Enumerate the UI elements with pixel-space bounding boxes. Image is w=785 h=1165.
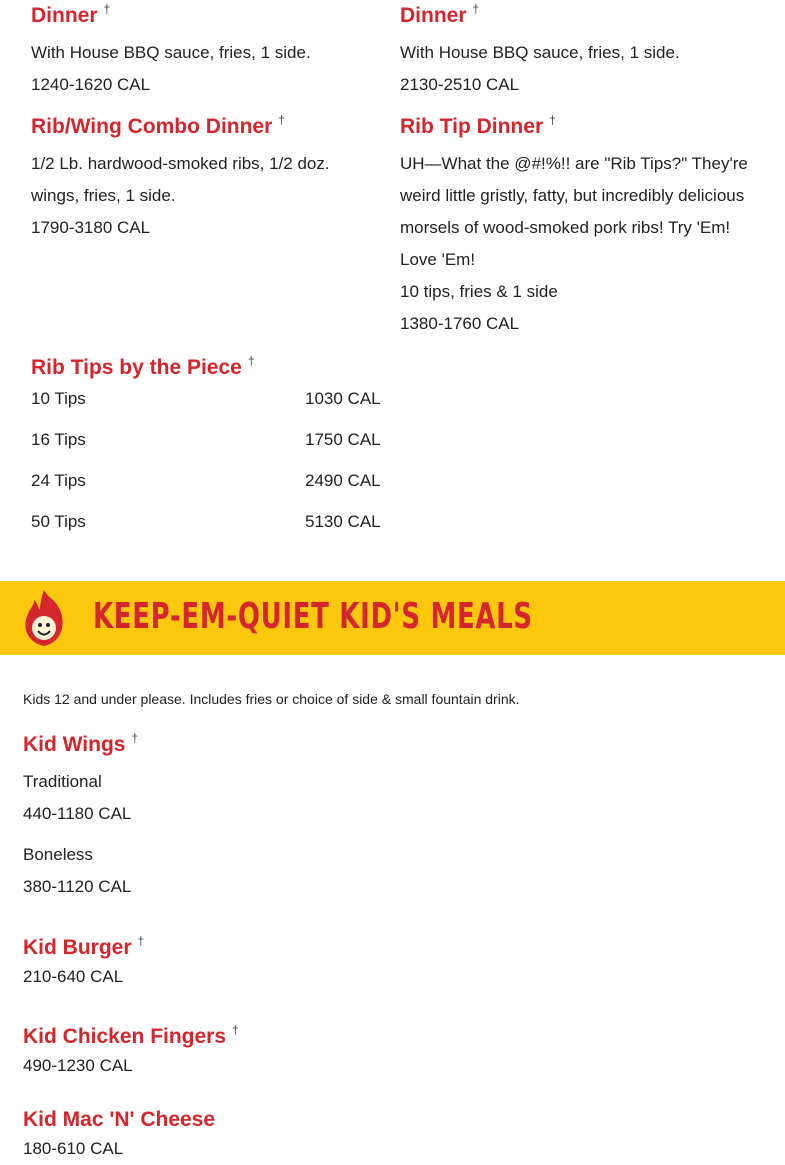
- item-calories: 180-610 CAL: [23, 1139, 124, 1158]
- flame-face-icon: [22, 588, 66, 648]
- tips-count: 10 Tips: [31, 389, 86, 408]
- table-row: [31, 423, 391, 464]
- item-calories: 1790-3180 CAL: [31, 218, 151, 237]
- item-portion: 10 tips, fries & 1 side: [400, 282, 558, 301]
- item-calories: 210-640 CAL: [23, 967, 124, 986]
- dagger-mark: †: [472, 2, 480, 16]
- tips-count: 50 Tips: [31, 512, 86, 531]
- item-calories: 2130-2510 CAL: [400, 75, 520, 94]
- menu-item-rib-wing-combo: [31, 107, 361, 244]
- table-row: [31, 382, 391, 423]
- item-calories: 490-1230 CAL: [23, 1056, 133, 1075]
- dagger-mark: †: [131, 731, 139, 745]
- table-row: [31, 464, 391, 505]
- menu-item-kid-burger: [23, 928, 723, 993]
- rib-tips-table: [31, 382, 391, 546]
- menu-item-kid-chicken-fingers: [23, 1017, 723, 1082]
- dagger-mark: †: [232, 1023, 239, 1037]
- table-row: [31, 505, 391, 546]
- dagger-mark: †: [549, 113, 556, 127]
- tips-calories: 5130 CAL: [305, 512, 381, 531]
- tips-calories: 1750 CAL: [305, 430, 381, 449]
- item-title: Kid Mac 'N' Cheese: [23, 1108, 216, 1131]
- item-title: Rib Tips by the Piece †: [31, 354, 255, 379]
- menu-item-rib-tip-dinner: [400, 107, 765, 340]
- option-label: Traditional: [23, 772, 102, 791]
- item-description: UH—What the @#!%!! are "Rib Tips?" They're weird little gristly, fatty, but incredibly delicious morsels of wood-smoked pork ribs! Try 'Em! Love 'Em!: [400, 154, 748, 269]
- menu-item-kid-mac-cheese: [23, 1107, 723, 1165]
- item-title: Kid Burger †: [23, 934, 145, 959]
- item-description: With House BBQ sauce, fries, 1 side.: [400, 43, 680, 62]
- dagger-mark: †: [137, 934, 145, 948]
- item-calories: 380-1120 CAL: [23, 877, 132, 896]
- item-calories: 1240-1620 CAL: [31, 75, 151, 94]
- menu-item-dinner-left: [31, 0, 391, 101]
- item-description: 1/2 Lb. hardwood-smoked ribs, 1/2 doz. wings, fries, 1 side.: [31, 154, 330, 205]
- menu-item-rib-tips-piece: [31, 348, 391, 381]
- dagger-mark: †: [247, 354, 255, 368]
- menu-item-kid-wings: [23, 725, 723, 903]
- menu-item-dinner-right: [400, 0, 760, 101]
- item-title: Kid Chicken Fingers †: [23, 1023, 239, 1048]
- item-calories: 440-1180 CAL: [23, 804, 132, 823]
- tips-count: 24 Tips: [31, 471, 86, 490]
- item-title: Dinner †: [400, 2, 480, 27]
- tips-calories: 2490 CAL: [305, 471, 381, 490]
- item-title: Kid Wings †: [23, 731, 139, 756]
- tips-calories: 1030 CAL: [305, 389, 381, 408]
- banner-title: KEEP-EM-QUIET KID'S MEALS: [93, 596, 533, 637]
- item-title: Dinner †: [31, 2, 111, 27]
- tips-count: 16 Tips: [31, 430, 86, 449]
- dagger-mark: †: [278, 113, 285, 127]
- option-label: Boneless: [23, 845, 93, 864]
- item-title: Rib Tip Dinner †: [400, 113, 556, 138]
- dagger-mark: †: [103, 2, 111, 16]
- kids-note: Kids 12 and under please. Includes fries or choice of side & small fountain drink.: [23, 691, 520, 707]
- item-description: With House BBQ sauce, fries, 1 side.: [31, 43, 311, 62]
- item-title: Rib/Wing Combo Dinner †: [31, 113, 285, 138]
- kids-meals-banner: [0, 581, 785, 655]
- item-calories: 1380-1760 CAL: [400, 314, 520, 333]
